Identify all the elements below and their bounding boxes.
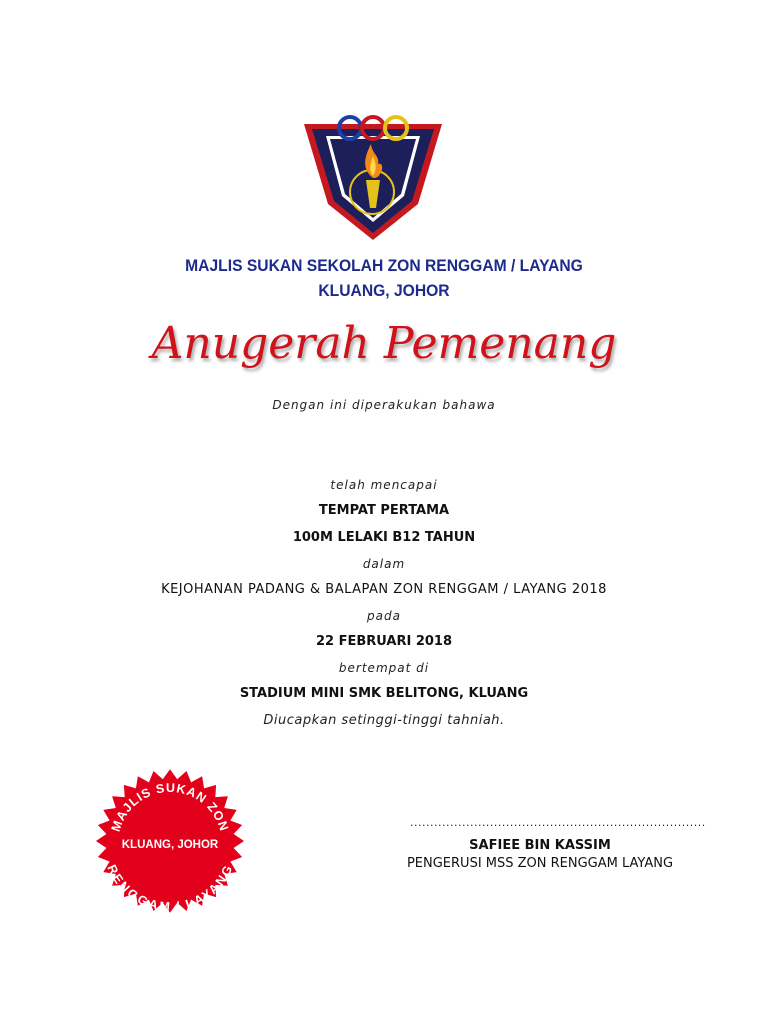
championship-name: KEJOHANAN PADANG & BALAPAN ZON RENGGAM / LAYANG 2018 <box>161 582 607 597</box>
signature-line: .......................................................................... <box>410 816 706 829</box>
school-sports-emblem-icon <box>300 112 446 242</box>
signer-name: SAFIEE BIN KASSIM <box>469 838 611 853</box>
intro-text: Dengan ini diperakukan bahawa <box>272 398 496 412</box>
seal-bottom-text: RENGGAM / LAYANG <box>104 862 236 915</box>
seal-top-text: MAJLIS SUKAN ZON <box>108 780 232 834</box>
event-name: 100M LELAKI B12 TAHUN <box>292 530 476 545</box>
venue-label: bertempat di <box>338 661 430 675</box>
venue-name: STADIUM MINI SMK BELITONG, KLUANG <box>239 686 529 701</box>
official-seal-stamp <box>90 766 250 916</box>
on-label: pada <box>367 609 401 623</box>
organization-name: MAJLIS SUKAN SEKOLAH ZON RENGGAM / LAYANG <box>185 256 583 275</box>
certificate-title: Anugerah Pemenang <box>151 318 617 369</box>
event-date: 22 FEBRUARI 2018 <box>315 634 453 649</box>
in-label: dalam <box>362 557 406 571</box>
seal-center-text: KLUANG, JOHOR <box>121 839 219 851</box>
achieved-label: telah mencapai <box>330 478 438 492</box>
signer-title: PENGERUSI MSS ZON RENGGAM LAYANG <box>406 856 674 871</box>
organization-location: KLUANG, JOHOR <box>318 281 450 300</box>
congratulations-text: Diucapkan setinggi-tinggi tahniah. <box>263 713 505 728</box>
placement: TEMPAT PERTAMA <box>318 503 450 518</box>
